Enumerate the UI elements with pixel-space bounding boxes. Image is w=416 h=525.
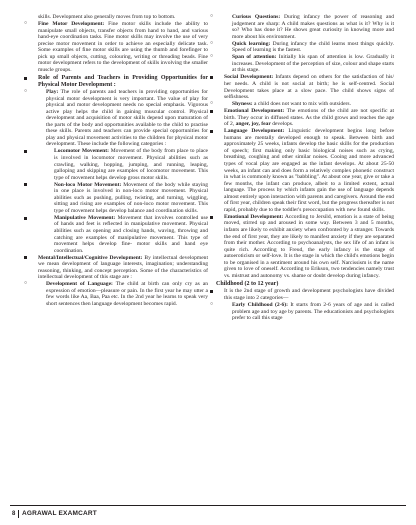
early-childhood-title: Early Childhood (2-6): (232, 302, 288, 309)
emotional-text: The emotions of the child are not specific at birth. They occur in diffused states. As the child grows and reaches the age of 2, (224, 108, 394, 128)
left-column (24, 14, 209, 308)
language-item (24, 281, 208, 308)
fine-motor-text: Fine motor skills include the ability to manipulate small objects, transfer objects from hand to hand, and various hand-eye coordination tasks. Fine motor skills may involve the use of very precise motor movement in order to achieve an especially delicate task. Some examples of fine motor skills are using the thumb and forefinger to pick up small objects, cutting, colouring, writing or threading beads. Fine motor development refers to the development of skills involving the smaller muscle groups. (38, 21, 208, 73)
social-title: Social Development: (224, 74, 274, 81)
circle-bullet-icon: ○ (24, 281, 28, 287)
childhood-text: It is the 2nd stage of growth and development psychologists have divided this stage into 2 categories— (224, 288, 394, 301)
language-text: The child at birth can only cry as an expression of emotion—pleasure or pain. In the first year he may utter a few words like Aa, Baa, Paa etc. In the 2nd year he learns to speak very short sentences then language development becomes rapid. (46, 281, 208, 308)
curious-text: During infancy the power of reasoning and judgement are sharp: A child makes questions as what is it? Why is it so? Who has done it? He shows great curiosity in knowing more and more about his environment. (232, 14, 394, 40)
curious-title: Curious Questions: (232, 14, 281, 20)
quick-item (210, 40, 395, 54)
locomotor-item (30, 148, 208, 181)
emotional-development-title: Emotional Development: (224, 213, 284, 220)
language-development-title: Language Development: (224, 128, 285, 135)
span-item (210, 54, 395, 74)
emotional-tail: develops. (272, 121, 294, 128)
early-childhood-text: It starts from 2-6 years of age and is called problem age and toy age by parents. The educationists and psychologists prefer to call this stage (232, 302, 395, 322)
square-bullet-icon (24, 150, 27, 153)
emotional-bold: anger, joy, fear (235, 121, 271, 128)
shyness-text: a child does not want to mix with outsiders. (254, 101, 351, 108)
circle-bullet-icon: ○ (210, 14, 214, 19)
non-locomotor-item (30, 182, 208, 215)
manipulative-text: Movement that involves controlled use of hands and feet is reflected in manipulative movement. Physical abilities such as opening and closing hands, waving, throwing and catching are examples of manipulative movement. This type of movement helps develop fine- motor skills and hand eye coordination. (54, 214, 208, 254)
emotional-title: Emotional Development: (224, 108, 285, 115)
shyness-title: Shyness: (232, 101, 253, 108)
language-development-item (216, 128, 394, 213)
mental-title: Mental/Intellectual/Cognitive Development: (38, 254, 143, 261)
square-bullet-icon (210, 110, 213, 113)
square-bullet-icon (210, 130, 213, 133)
language-development-text: Linguistic development begins long before humans are mentally developed enough to speak. Between birth and approximately 25 weeks, infants develop the basic skills for the production of speech; first making only basic biological noises such as crying, breathing, coughing and other similar noises. Cooing and more advanced types of vocal play are engaged as the infant develops. At about 25-50 weeks, an infant can and does form a relatively complex phonetic construct in what is commonly known as "babbling". At about one year, give or take a few months, the infant can produce, albeit to a limited extent, actual language. The process by which infants gain the use of language depends almost entirely upon interaction with parents and caregivers. Around the end of first year, children speak their first word, but the progress thereafter is not rapid, probably due to the toddler's preoccupation with new found skills. (224, 128, 395, 213)
square-bullet-icon (24, 217, 27, 220)
footer-separator (18, 510, 19, 518)
span-title: Span of attention: (232, 54, 277, 61)
intro-paragraph (30, 14, 208, 21)
square-bullet-icon (24, 183, 27, 186)
circle-bullet-icon: ○ (210, 101, 214, 107)
language-title: Development of Language: (46, 281, 113, 288)
childhood-heading: Childhood (2 to 12 year) (216, 281, 279, 288)
social-item (216, 74, 394, 100)
fine-motor-item (24, 21, 208, 73)
locomotor-text: Movement of the body from place to place is involved in locomotor movement. Physical abilities such as crawling, walking, hopping, jumping, and running, leaping, galloping and skipping are examples of locomotor movement. This type of movement helps develop gross motor skills. (54, 148, 209, 181)
curious-item (210, 14, 394, 40)
non-locomotor-title: Non-loco Motor Movement: (54, 181, 122, 188)
mental-text: By intellectual development we mean development of language interests, imagination; understanding reasoning, thinking, and concept perception. Some of the characteristics of intellectual development of this stage are : (38, 254, 208, 281)
circle-bullet-icon: ○ (210, 54, 214, 60)
social-text: Infants depend on others for the satisfaction of his/ her needs. A child is not social at birth; he is self-centred. Social Development takes place at a slow pace. The child shows signs of selfishness. (224, 74, 394, 101)
role-heading-text: Role of Parents and Teachers in Providing Opportunities for Physical Motor Development : (38, 75, 208, 88)
play-title: Play: (46, 89, 59, 96)
span-text: Initially his span of attention is low. Gradually it increases. Development of the perception of size, colour and shape starts at this stage. (232, 54, 395, 74)
early-childhood-item (210, 302, 395, 322)
play-text: The role of parents and teachers in providing opportunities for physical motor development is very important. The value of play for physical and motor development needs no special emphasis. Vigorous active play helps the child in gaining muscular control. Physical development and acquisition of motor skills depend upon maturation of the parts of the body and opportunities available to the child to practise these skills. Parents and teachers can provide special opportunities for play and physical movement activities to the children for physical motor development. These include the following categories : (46, 89, 208, 148)
square-bullet-icon (24, 77, 27, 80)
square-bullet-icon (210, 76, 213, 79)
square-bullet-icon (210, 290, 213, 293)
emotional-item (216, 108, 394, 128)
right-column (210, 14, 395, 322)
fine-motor-title: Fine Motor Development: (38, 21, 105, 28)
non-locomotor-text: Movement of the body while staying in one place is involved in non-loco motor movement. Physical abilities such as pushing, pulling, twisting, and turning, wiggling, sitting and rising are examples of non-loco motor movement. This type of movement helps develop balance and coordination skills. (54, 181, 208, 214)
childhood-item (216, 288, 394, 301)
footer-rule (10, 505, 406, 506)
locomotor-title: Locomotor Movement: (54, 148, 109, 155)
emotional-development-item (216, 214, 394, 279)
intro-text: skills. Development also generally moves from top to bottom. (38, 14, 176, 20)
circle-bullet-icon: ○ (210, 302, 214, 308)
circle-bullet-icon: ○ (210, 40, 214, 46)
brand-name: AGRAWAL EXAMCART (22, 510, 97, 517)
circle-bullet-icon: ○ (24, 89, 28, 95)
role-heading (30, 75, 208, 88)
page-number: 8 (12, 511, 16, 517)
manipulative-item (30, 215, 208, 254)
shyness-item (210, 101, 394, 108)
mental-item (30, 255, 208, 281)
square-bullet-icon (210, 216, 213, 219)
emotional-development-text: According to Jersild, emotion is a state of being moved, stirred up and aroused in some way. Between 3 and 5 months, infants are likely to exhibit anxiety when confronted by a stranger. Towards the end of first year, they are likely to manifest anxiety if they are separated from their mother. According to psychoanalysts, the sex life of an infant is quite rich. According to Freud, the early infancy is the stage of autoeroticism or self-love. It is the stage in which the child's emotions begin to be organised in a sentiment around his own self. Narcissism is the name given to love of oneself. According to Erikson, two tendencies namely trust vs. mistrust and autonomy vs. shame or doubt develop during infancy. (224, 213, 394, 279)
play-item (24, 89, 208, 148)
quick-title: Quick learning: (232, 40, 271, 47)
circle-bullet-icon: ○ (24, 21, 28, 27)
square-bullet-icon (24, 256, 27, 259)
quick-text: During infancy the child learns most things quickly. Speed of learning is the fastest. (232, 40, 395, 54)
page-footer (0, 505, 416, 525)
manipulative-title: Manipulative Movement: (54, 214, 116, 221)
